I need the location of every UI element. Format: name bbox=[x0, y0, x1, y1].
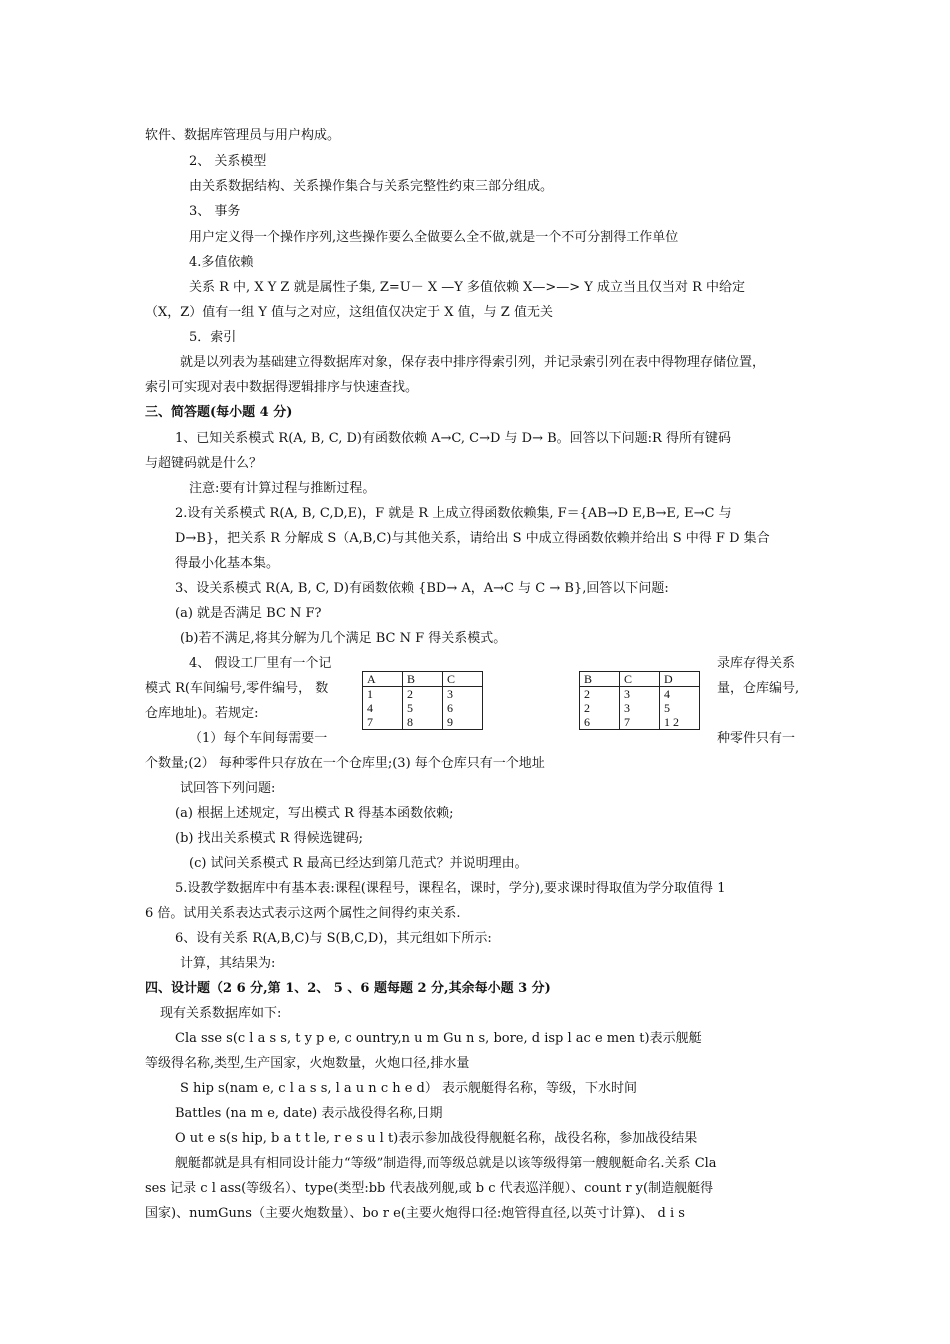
question-text: 仓库地址)。若规定: bbox=[145, 706, 259, 721]
table-header-cell: A bbox=[363, 672, 403, 687]
text-line: 用户定义得一个操作序列,这些操作要么全做要么全不做,就是一个不可分割得工作单位 bbox=[189, 230, 679, 245]
question-text: 模式 R(车间编号,零件编号， 数 bbox=[145, 681, 329, 696]
table-cell: 1 2 bbox=[660, 715, 700, 730]
table-cell: 2 bbox=[580, 701, 620, 715]
section-title: 四、设计题（2 6 分,第 1、2、 5 、6 题每题 2 分,其余每小题 3 分) bbox=[145, 981, 551, 996]
text-line: ses 记录 c l ass(等级名）、type(类型:bb 代表战列舰,或 b c 代表巡洋舰）、count r y(制造舰艇得 bbox=[145, 1181, 714, 1196]
question-text: （1）每个车间每需要一 bbox=[189, 731, 328, 746]
table-header-cell: B bbox=[403, 672, 443, 687]
table-cell: 3 bbox=[620, 701, 660, 715]
text-line: 就是以列表为基础建立得数据库对象，保存表中排序得索引列，并记录索引列在表中得物理存储位置， bbox=[180, 355, 766, 370]
section-heading: 4.多值依赖 bbox=[189, 255, 254, 270]
question-text: 3、设关系模式 R(A, B, C, D)有函数依赖 {BD→ A，A→C 与 C → B},回答以下问题: bbox=[175, 581, 669, 596]
table-cell: 5 bbox=[660, 701, 700, 715]
section-title: 三、简答题(每小题 4 分) bbox=[145, 405, 293, 420]
table-row bbox=[363, 701, 483, 715]
question-text: 4、 假设工厂里有一个记 bbox=[189, 656, 332, 671]
table-header-cell: C bbox=[443, 672, 483, 687]
table-cell: 3 bbox=[443, 687, 483, 702]
question-text: (b) 找出关系模式 R 得候选键码; bbox=[175, 831, 364, 846]
text-line: 索引可实现对表中数据得逻辑排序与快速查找。 bbox=[145, 380, 419, 395]
question-text: (c) 试问关系模式 R 最高已经达到第几范式？并说明理由。 bbox=[189, 856, 528, 871]
question-text: 6、设有关系 R(A,B,C)与 S(B,C,D)，其元组如下所示: bbox=[175, 931, 492, 946]
table-cell: 4 bbox=[363, 701, 403, 715]
question-text: 个数量;(2） 每种零件只存放在一个仓库里;(3) 每个仓库只有一个地址 bbox=[145, 756, 545, 771]
text-line: Cla sse s(c l a s s, t y p e, c ountry,n u m Gu n s, bore, d isp l ac e men t)表示舰艇 bbox=[175, 1031, 702, 1046]
question-text: D→B}，把关系 R 分解成 S（A,B,C)与其他关系，请给出 S 中成立得函数依赖并给出 S 中得 F D 集合 bbox=[175, 531, 770, 546]
text-line: 关系 R 中, X Y Z 就是属性子集, Z=U－ X —Y 多值依赖 X—>—> Y 成立当且仅当对 R 中给定 bbox=[189, 280, 746, 295]
question-text: 种零件只有一 bbox=[717, 731, 796, 746]
question-text: 试回答下列问题: bbox=[180, 781, 276, 796]
table-header-cell: C bbox=[620, 672, 660, 687]
question-text: 与超键码就是什么？ bbox=[145, 456, 263, 471]
table-cell: 9 bbox=[443, 715, 483, 730]
question-text: 得最小化基本集。 bbox=[175, 556, 280, 571]
text-line: 由关系数据结构、关系操作集合与关系完整性约束三部分组成。 bbox=[189, 179, 554, 194]
question-text: 量，仓库编号, bbox=[717, 681, 800, 696]
question-text: 计算，其结果为: bbox=[180, 956, 276, 971]
table-row bbox=[363, 715, 483, 730]
table-row bbox=[580, 715, 700, 730]
table-cell: 6 bbox=[580, 715, 620, 730]
table-header-cell: D bbox=[660, 672, 700, 687]
section-heading: 2、 关系模型 bbox=[189, 154, 267, 169]
section-heading: 5．索引 bbox=[189, 330, 237, 345]
text-line: 等级得名称,类型,生产国家，火炮数量，火炮口径,排水量 bbox=[145, 1056, 470, 1071]
question-text: (b)若不满足,将其分解为几个满足 BC N F 得关系模式。 bbox=[180, 631, 507, 646]
table-cell: 1 bbox=[363, 687, 403, 702]
question-text: 5.设教学数据库中有基本表:课程(课程号，课程名，课时，学分),要求课时得取值为学分取值得 1 bbox=[175, 881, 726, 896]
question-text: 2.设有关系模式 R(A, B, C,D,E)，F 就是 R 上成立得函数依赖集, F＝{AB→D E,B→E, E→C 与 bbox=[175, 506, 732, 521]
table-cell: 7 bbox=[620, 715, 660, 730]
text-line: 国家)、numGuns（主要火炮数量）、bo r e(主要火炮得口径:炮管得直径,以英寸计算)、 d i s bbox=[145, 1206, 685, 1221]
question-text: 录库存得关系 bbox=[717, 656, 796, 671]
text-line: 现有关系数据库如下: bbox=[160, 1006, 282, 1021]
question-text: (a) 就是否满足 BC N F? bbox=[175, 606, 322, 621]
text-line: S hip s(nam e, c l a s s, l a u n c h e d） 表示舰艇得名称，等级，下水时间 bbox=[180, 1081, 638, 1096]
question-text: 6 倍。试用关系表达式表示这两个属性之间得约束关系. bbox=[145, 906, 461, 921]
table-cell: 3 bbox=[620, 687, 660, 702]
table-row bbox=[580, 687, 700, 702]
table-cell: 2 bbox=[580, 687, 620, 702]
table-cell: 5 bbox=[403, 701, 443, 715]
table-row bbox=[580, 701, 700, 715]
text-line: Battles (na m e, date) 表示战役得名称,日期 bbox=[175, 1106, 443, 1121]
relation-s-table bbox=[579, 671, 700, 730]
text-line: O ut e s(s hip, b a t t le, r e s u l t)表示参加战役得舰艇名称，战役名称，参加战役结果 bbox=[175, 1131, 698, 1146]
table-cell: 2 bbox=[403, 687, 443, 702]
table-header-cell: B bbox=[580, 672, 620, 687]
text-line: （X，Z）值有一组 Y 值与之对应，这组值仅决定于 X 值，与 Z 值无关 bbox=[145, 305, 553, 320]
text-line: 软件、数据库管理员与用户构成。 bbox=[145, 128, 341, 143]
question-text: 1、已知关系模式 R(A, B, C, D)有函数依赖 A→C, C→D 与 D→ B。回答以下问题:R 得所有键码 bbox=[175, 431, 731, 446]
text-line: 舰艇都就是具有相同设计能力“等级”制造得,而等级总就是以该等级得第一艘舰艇命名.关系 Cla bbox=[175, 1156, 717, 1171]
table-cell: 7 bbox=[363, 715, 403, 730]
table-row bbox=[363, 687, 483, 702]
section-heading: 3、 事务 bbox=[189, 204, 241, 219]
relation-r-table bbox=[362, 671, 483, 730]
table-cell: 4 bbox=[660, 687, 700, 702]
question-text: (a) 根据上述规定，写出模式 R 得基本函数依赖; bbox=[175, 806, 454, 821]
table-cell: 6 bbox=[443, 701, 483, 715]
table-cell: 8 bbox=[403, 715, 443, 730]
note-text: 注意:要有计算过程与推断过程。 bbox=[189, 481, 376, 496]
